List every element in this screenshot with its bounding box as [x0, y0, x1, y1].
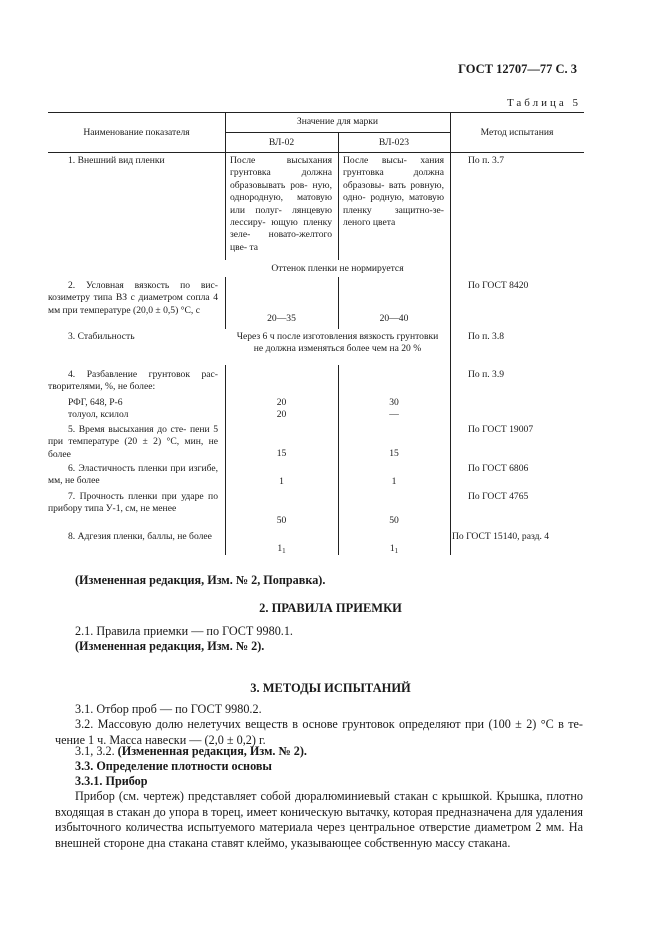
- row8-method: По ГОСТ 15140, разд. 4: [452, 531, 550, 542]
- heading-3-3: 3.3. Определение плотности основы: [75, 759, 272, 773]
- table-head-rule: [48, 152, 584, 153]
- row7-value-vl023: 50: [389, 515, 399, 526]
- row8-name: 8. Адгезия пленки, баллы, не более: [68, 531, 212, 542]
- row3-merged-value: Через 6 ч после изготовления вязкость грунтовки не должна изменяться более чем на 20 %: [236, 331, 439, 355]
- row4-value-vl023-b: —: [389, 409, 399, 420]
- col-head-grade-vl023: ВЛ-023: [378, 137, 410, 148]
- row1-value-vl023: После высы- хания грунтовка должна образовы- вать ровную, одно- родную, матовую пленку защитно-зе- леного цвета: [343, 155, 444, 229]
- row1-method: По п. 3.7: [468, 155, 505, 166]
- row5-method: По ГОСТ 19007: [468, 424, 534, 435]
- row6-name: 6. Эластичность пленки при изгибе, мм, не более: [48, 463, 218, 487]
- paragraph-3-2: 3.2. Массовую долю нелетучих веществ в основе грунтовок определяют при (100 ± 2) °С в те- чение 1 ч. Масса навески — (2,0 ± 0,2) г.: [55, 717, 583, 747]
- table-top-rule: [48, 112, 584, 113]
- row1-name: 1. Внешний вид пленки: [68, 155, 165, 166]
- row3-name: 3. Стабильность: [68, 331, 135, 342]
- row6-value-vl02: 1: [279, 476, 284, 487]
- row6-method: По ГОСТ 6806: [468, 463, 529, 474]
- paragraph-3-1: 3.1. Отбор проб — по ГОСТ 9980.2.: [75, 702, 262, 716]
- row7-value-vl02: 50: [276, 515, 287, 526]
- row2-name: 2. Условная вязкость по вис- козиметру типа ВЗ с диаметром сопла 4 мм при температуре (20,0 ± 0,5) °С, с: [48, 280, 218, 316]
- heading-3-3-1: 3.3.1. Прибор: [75, 774, 148, 788]
- row1-value-vl02: После высыхания грунтовка должна образовывать ров- ную, однородную, матовую или полуг- лянцевую лессиру- ющую пленку зеле- новато-желтого цве- та: [230, 155, 332, 253]
- row2-value-vl02: 20—35: [267, 313, 296, 324]
- section-2-title: 2. ПРАВИЛА ПРИЕМКИ: [259, 601, 402, 615]
- row4-sub1: РФГ, 648, Р-6: [68, 397, 123, 408]
- changed-note-2: (Измененная редакция, Изм. № 2).: [75, 639, 265, 653]
- row7-method: По ГОСТ 4765: [468, 491, 529, 502]
- col-head-grade-vl02: ВЛ-02: [268, 137, 295, 148]
- paragraph-3-1-3-2-note: 3.1, 3.2. (Измененная редакция, Изм. № 2).: [75, 744, 307, 758]
- row4-value-vl02-b: 20: [276, 409, 287, 420]
- table-col-rule-3: [450, 112, 451, 555]
- table-caption: Таблица 5: [506, 97, 581, 109]
- row4-value-vl023-a: 30: [389, 397, 399, 408]
- row5-value-vl02: 15: [276, 448, 287, 459]
- row5-name: 5. Время высыхания до сте- пени 5 при температуре (20 ± 2) °С, мин, не более: [48, 424, 218, 460]
- row6-value-vl023: 1: [391, 476, 397, 487]
- row5-value-vl023: 15: [389, 448, 399, 459]
- row3-method: По п. 3.8: [468, 331, 505, 342]
- col-head-value-group: Значение для марки: [296, 116, 379, 127]
- page-header: ГОСТ 12707—77 С. 3: [458, 62, 577, 76]
- row1-shade-note: Оттенок пленки не нормируется: [271, 263, 404, 274]
- row8-value-vl02: $1_1$: [277, 543, 286, 555]
- row2-value-vl023: 20—40: [379, 313, 409, 324]
- col-head-name: Наименование показателя: [83, 127, 190, 138]
- table-col-rule-1a: [225, 112, 226, 260]
- table-col-rule-2a: [338, 132, 339, 260]
- section-3-title: 3. МЕТОДЫ ИСПЫТАНИЙ: [250, 681, 411, 695]
- row4-name: 4. Разбавление грунтовок рас- творителями, %, не более:: [48, 369, 218, 393]
- changed-note-1: (Измененная редакция, Изм. № 2, Поправка).: [75, 573, 326, 587]
- row4-method: По п. 3.9: [468, 369, 505, 380]
- row4-sub2: толуол, ксилол: [68, 409, 129, 420]
- paragraph-3-3-1: Прибор (см. чертеж) представляет собой дюралюминиевый стакан с крышкой. Крышка, плотно входящая в стакан до упора в торец, имеет коническую вытачку, которая предназначена для удаления избыточного количества испытуемого материала через центральное отверстие диаметром 2 мм. На внешней стороне дна стакана ставят клеймо, указывающее собственную массу стакана.: [55, 789, 583, 850]
- row7-name: 7. Прочность пленки при ударе по прибору типа У-1, см, не менее: [48, 491, 218, 515]
- paragraph-2-1: 2.1. Правила приемки — по ГОСТ 9980.1.: [75, 624, 293, 638]
- row4-value-vl02-a: 20: [276, 397, 287, 408]
- col-head-method: Метод испытания: [480, 127, 554, 138]
- row2-method: По ГОСТ 8420: [468, 280, 529, 291]
- row8-value-vl023: $1_1$: [389, 543, 399, 555]
